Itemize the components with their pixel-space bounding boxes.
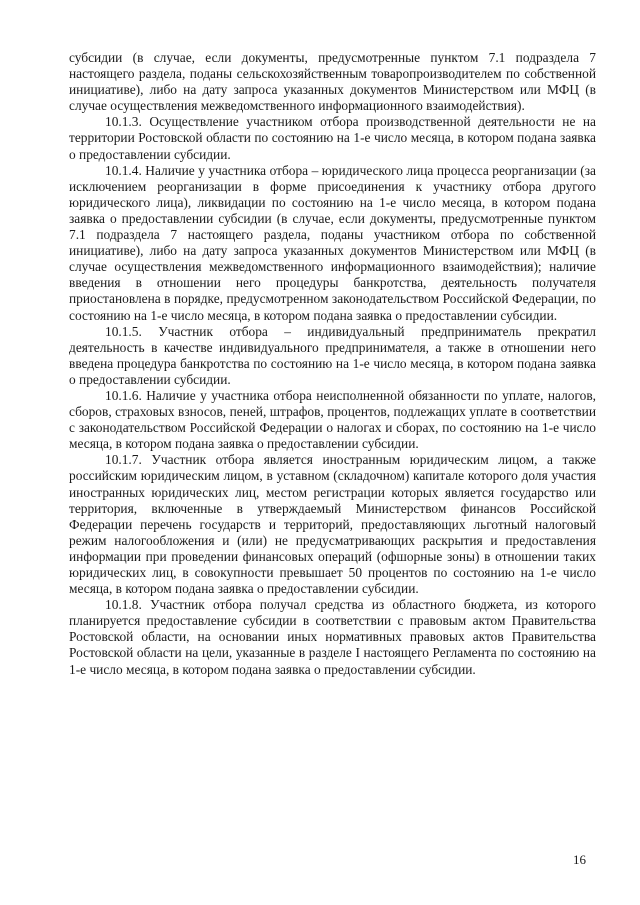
paragraph-10-1-5: 10.1.5. Участник отбора – индивидуальный предприниматель прекратил деятельность в качестве индивидуального предпринимателя, а также в отношении него введена процедура банкротства по состоянию на 1-е число месяца, в котором подана заявка о предоставлении субсидии.	[69, 323, 596, 387]
document-body	[69, 50, 596, 678]
paragraph-10-1-6: 10.1.6. Наличие у участника отбора неисполненной обязанности по уплате, налогов, сборов, страховых взносов, пеней, штрафов, процентов, подлежащих уплате в соответствии с законодательством Российской Федерации о налогах и сборах, по состоянию на 1-е число месяца, в котором подана заявка о предоставлении субсидии.	[69, 387, 596, 452]
paragraph-10-1-7: 10.1.7. Участник отбора является иностранным юридическим лицом, а также российским юридическим лицом, в уставном (складочном) капитале которого доля участия иностранных юридических лиц, местом регистрации которых является государство или территория, включенные в утверждаемый Министерством финансов Российской Федерации перечень государств и территорий, предоставляющих льготный налоговый режим налогообложения и (или) не предусматривающих раскрытия и предоставления информации при проведении финансовых операций (офшорные зоны) в отношении таких юридических лиц, в совокупности превышает 50 процентов по состоянию на 1-е число месяца, в котором подана заявка о предоставлении субсидии.	[69, 452, 596, 597]
paragraph-10-1-8: 10.1.8. Участник отбора получал средства из областного бюджета, из которого планируется предоставление субсидии в соответствии с правовым актом Правительства Ростовской области, на основании иных нормативных правовых актов Правительства Ростовской области на цели, указанные в разделе I настоящего Регламента по состоянию на 1-е число месяца, в котором подана заявка о предоставлении субсидии.	[69, 597, 596, 677]
paragraph-10-1-3: 10.1.3. Осуществление участником отбора производственной деятельности не на территории Ростовской области по состоянию на 1-е число месяца, в котором подана заявка о предоставлении субсидии.	[69, 114, 596, 162]
page-number: 16	[573, 852, 586, 867]
paragraph-10-1-4: 10.1.4. Наличие у участника отбора – юридического лица процесса реорганизации (за исключением реорганизации в форме присоединения к участнику отбора другого юридического лица), ликвидации по состоянию на 1-е число месяца, в котором подана заявка о предоставлении субсидии (в случае, если документы, предусмотренные пунктом 7.1 подраздела 7 настоящего раздела, поданы участником отбора по собственной инициативе), либо на дату запроса указанных документов Министерством или МФЦ (в случае осуществления межведомственного информационного взаимодействия); наличие введения в отношении него процедуры банкротства, деятельность получателя приостановлена в порядке, предусмотренном законодательством Российской Федерации, по состоянию на 1-е число месяца, в котором подана заявка о предоставлении субсидии.	[69, 162, 596, 323]
paragraph-continuation: субсидии (в случае, если документы, предусмотренные пунктом 7.1 подраздела 7 настоящего раздела, поданы сельскохозяйственным товаропроизводителем по собственной инициативе), либо на дату запроса указанных документов Министерством или МФЦ (в случае осуществления межведомственного информационного взаимодействия).	[69, 50, 596, 114]
